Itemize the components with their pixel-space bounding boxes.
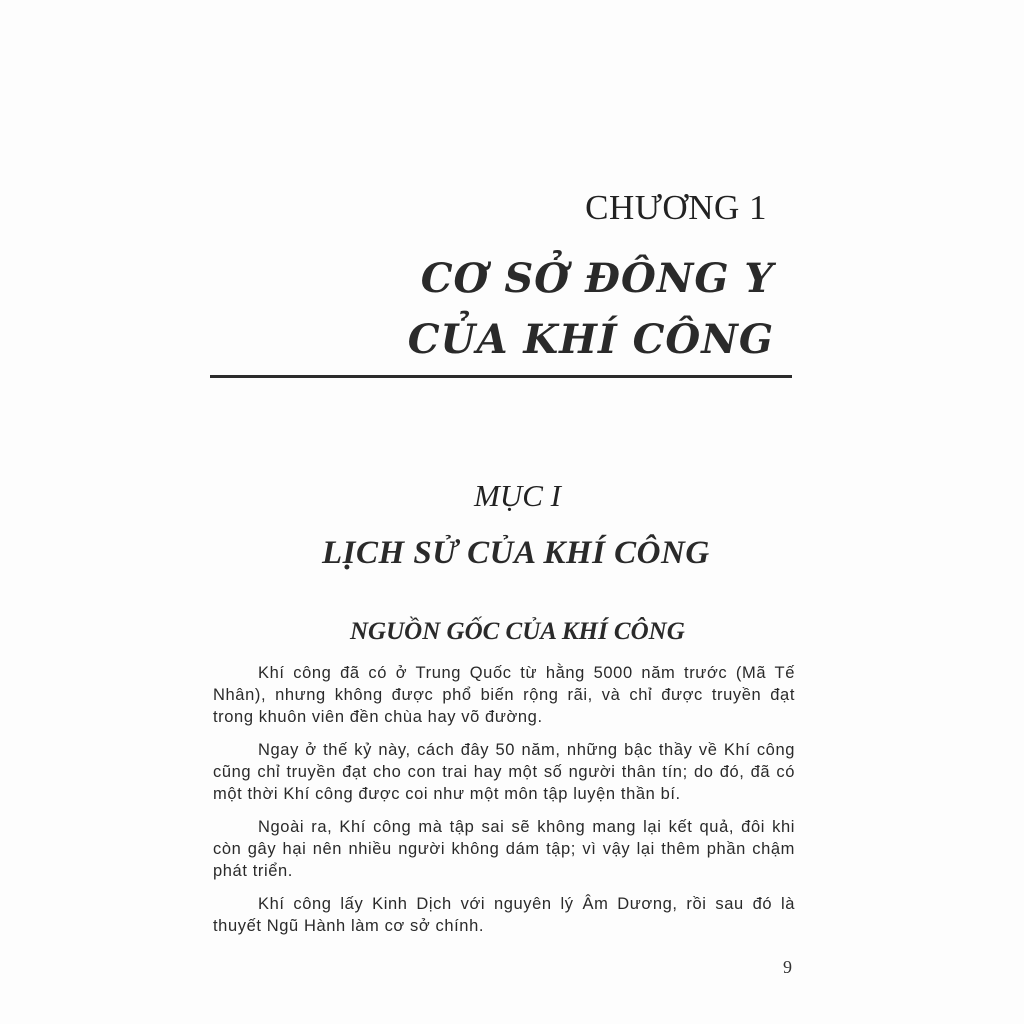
section-label: MỤC I: [474, 478, 561, 513]
paragraph: Khí công đã có ở Trung Quốc từ hằng 5000 năm trước (Mã Tế Nhân), nhưng không được phổ biến rộng rãi, và chỉ được truyền đạt trong khuôn viên đền chùa hay võ đường.: [213, 664, 795, 726]
chapter-label: CHƯƠNG 1: [585, 188, 767, 227]
paragraph: Khí công lấy Kinh Dịch với nguyên lý Âm Dương, rồi sau đó là thuyết Ngũ Hành làm cơ sở chính.: [213, 895, 795, 935]
body-text: [213, 662, 795, 948]
subsection-title: NGUỒN GỐC CỦA KHÍ CÔNG: [350, 618, 685, 645]
chapter-divider: [210, 375, 792, 378]
paragraph: Ngay ở thế kỷ này, cách đây 50 năm, những bậc thầy về Khí công cũng chỉ truyền đạt cho con trai hay một số người thân tín; do đó, đã có một thời Khí công được coi như một môn tập luyện thần bí.: [213, 741, 795, 803]
page-number: 9: [783, 957, 792, 977]
chapter-title-line-1: CƠ SỞ ĐÔNG Y: [420, 255, 774, 302]
paragraph: Ngoài ra, Khí công mà tập sai sẽ không mang lại kết quả, đôi khi còn gây hại nên nhiều người không dám tập; vì vậy lại thêm phần chậm phát triển.: [213, 818, 795, 880]
section-title: LỊCH SỬ CỦA KHÍ CÔNG: [322, 535, 710, 571]
chapter-title-line-2: CỦA KHÍ CÔNG: [407, 316, 774, 363]
